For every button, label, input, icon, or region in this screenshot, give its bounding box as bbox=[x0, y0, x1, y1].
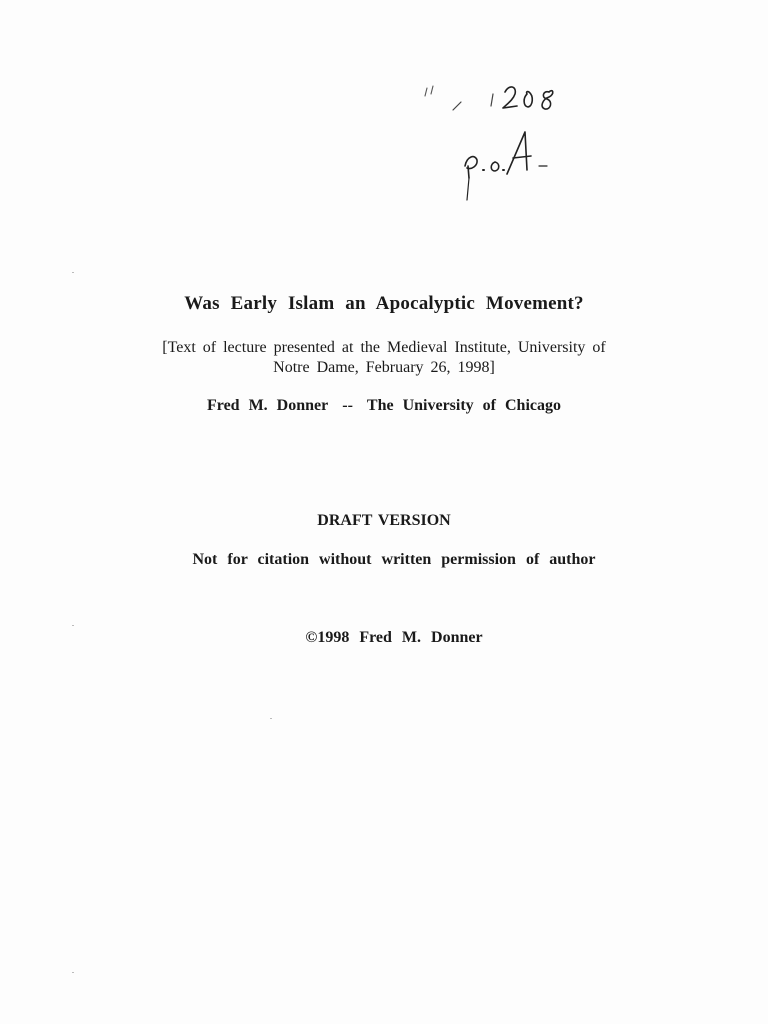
document-title: Was Early Islam an Apocalyptic Movement? bbox=[184, 293, 584, 314]
citation-notice: Not for citation without written permission of author bbox=[192, 551, 596, 568]
author-line bbox=[0, 397, 768, 415]
handwritten-annotation-drawing bbox=[415, 70, 575, 220]
draft-label: DRAFT VERSION bbox=[317, 512, 451, 529]
scan-speck bbox=[72, 272, 74, 273]
subtitle-line-2: Notre Dame, February 26, 1998] bbox=[273, 359, 495, 376]
handwritten-annotation bbox=[415, 70, 575, 220]
scan-speck bbox=[72, 625, 74, 626]
author-name: Fred M. Donner bbox=[206, 397, 329, 414]
scan-speck bbox=[72, 972, 74, 973]
document-subtitle bbox=[0, 338, 768, 378]
author-separator: -- bbox=[342, 397, 353, 414]
copyright-line: ©1998 Fred M. Donner bbox=[305, 629, 483, 646]
subtitle-line-1: [Text of lecture presented at the Medieval Institute, University of bbox=[162, 339, 606, 356]
scan-speck bbox=[270, 718, 272, 719]
author-affiliation: The University of Chicago bbox=[366, 397, 561, 414]
